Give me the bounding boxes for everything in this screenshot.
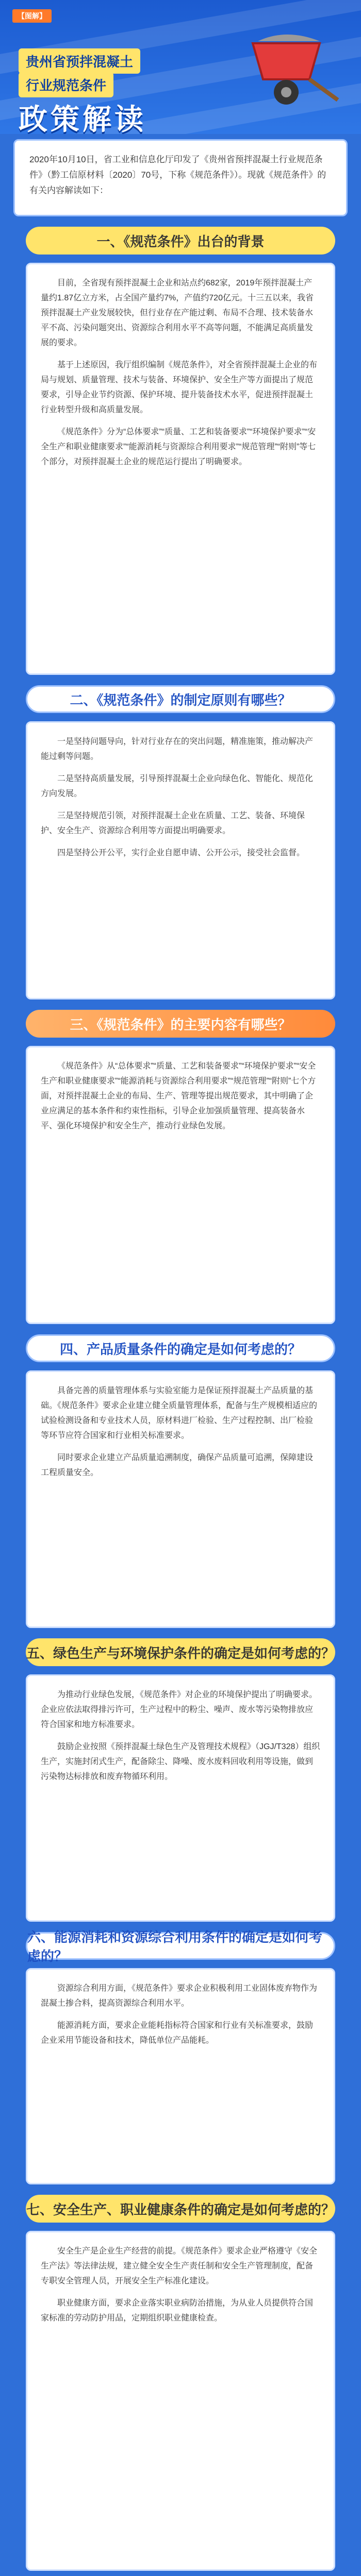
section-2-paragraph: 一是坚持问题导向，针对行业存在的突出问题，精准施策，推动解决产能过剩等问题。 <box>41 737 314 761</box>
section-1-paragraph: 基于上述原因，我厅组织编制《规范条件》，对全省预拌混凝土企业的布局与规划、质量管理、技术与装备、环境保护、安全生产等方面提出了规范要求，引导企业节约资源、保护环境、提升装备技术水平，促进预拌混凝土行业转型升级和高质量发展。 <box>41 361 318 414</box>
section-5-body <box>26 1674 335 1922</box>
section-1-body <box>26 263 335 675</box>
section-6-body <box>26 1968 335 2184</box>
section-4-paragraph: 同时要求企业建立产品质量追溯制度，确保产品质量可追溯，保障建设工程质量安全。 <box>41 1453 314 1477</box>
section-7-paragraph: 职业健康方面，要求企业落实职业病防治措施，为从业人员提供符合国家标准的劳动防护用品，定期组织职业健康检查。 <box>41 2299 314 2323</box>
section-6-paragraph: 资源综合利用方面，《规范条件》要求企业积极利用工业固体废弃物作为混凝土掺合料，提高资源综合利用水平。 <box>41 1984 318 2008</box>
section-4-paragraph: 具备完善的质量管理体系与实验室能力是保证预拌混凝土产品质量的基础。《规范条件》要求企业建立健全质量管理体系，配备与生产规模相适应的试验检测设备和专业技术人员，原材料进厂检验、生产过程控制、出厂检验等环节应符合国家和行业相关标准要求。 <box>41 1386 318 1440</box>
section-7-body <box>26 2231 335 2571</box>
section-2-body <box>26 721 335 999</box>
section-5-title: 五、绿色生产与环境保护条件的确定是如何考虑的？ <box>26 1638 335 1666</box>
section-3-paragraph: 《规范条件》从“总体要求”“质量、工艺和装备要求”“环境保护要求”“安全生产和职业健康要求”“能源消耗与资源综合利用要求”“规范管理”“附则”七个方面，对预拌混凝土企业的布局、生产、管理等提出规范要求，其中明确了企业应满足的基本条件和约束性指标，引导企业加强质量管理、提高装备水平、强化环境保护和安全生产，推动行业绿色发展。 <box>41 1062 316 1130</box>
section-7-paragraph: 安全生产是企业生产经营的前提。《规范条件》要求企业严格遵守《安全生产法》等法律法规，建立健全安全生产责任制和安全生产管理制度，配备专职安全管理人员，开展安全生产标准化建设。 <box>41 2247 318 2285</box>
hero-tag: 【图解】 <box>12 9 52 23</box>
section-2-title: 二、《规范条件》的制定原则有哪些？ <box>26 685 335 713</box>
section-5-paragraph: 为推动行业绿色发展，《规范条件》对企业的环境保护提出了明确要求。企业应依法取得排污许可，生产过程中的粉尘、噪声、废水等污染物排放应符合国家和地方标准要求。 <box>41 1690 318 1729</box>
section-2-paragraph: 三是坚持规范引领，对预拌混凝土企业在质量、工艺、装备、环境保护、安全生产、资源综合利用等方面提出明确要求。 <box>41 811 305 835</box>
section-3-body <box>26 1046 335 1324</box>
section-1-paragraph: 《规范条件》分为“总体要求”“质量、工艺和装备要求”“环境保护要求”“安全生产和职业健康要求”“能源消耗与资源综合利用要求”“规范管理”“附则”等七个部分，对预拌混凝土企业的规范运行提出了明确要求。 <box>41 428 316 466</box>
section-4-body <box>26 1370 335 1628</box>
section-7-title: 七、安全生产、职业健康条件的确定是如何考虑的？ <box>26 2195 335 2223</box>
section-1-paragraph: 目前，全省现有预拌混凝土企业和站点约682家，2019年预拌混凝土产量约1.87亿立方米，占全国产量约7%，产值约720亿元。十三五以来，我省预拌混凝土产业发展较快，但行业存在产能过剩、布局不合理、技术装备水平不高、污染问题突出、资源综合利用水平不高等问题，不能满足高质量发展的要求。 <box>41 279 314 347</box>
section-2-paragraph: 四是坚持公开公平，实行企业自愿申请、公开公示，接受社会监督。 <box>57 849 305 857</box>
section-6-paragraph: 能源消耗方面，要求企业能耗指标符合国家和行业有关标准要求，鼓励企业采用节能设备和技术，降低单位产品能耗。 <box>41 2021 314 2045</box>
section-5-paragraph: 鼓励企业按照《预拌混凝土绿色生产及管理技术规程》（JGJ/T328）组织生产，实施封闭式生产，配备除尘、降噪、废水废料回收利用等设施，做到污染物达标排放和废弃物循环利用。 <box>41 1742 320 1781</box>
section-3-title: 三、《规范条件》的主要内容有哪些？ <box>26 1010 335 1038</box>
hero-title-line3: 政策解读 <box>19 103 146 134</box>
section-2-paragraph: 二是坚持高质量发展，引导预拌混凝土企业向绿色化、智能化、规范化方向发展。 <box>41 774 314 798</box>
hero-banner <box>0 0 361 134</box>
intro-card <box>13 139 348 216</box>
section-1-title: 一、《规范条件》出台的背景 <box>26 227 335 255</box>
hero-title-line2: 行业规范条件 <box>19 72 113 97</box>
intro-text: 2020年10月10日，省工业和信息化厅印发了《贵州省预拌混凝土行业规范条件》（黔工信原材料〔2020〕70号，下称《规范条件》）。现就《规范条件》的有关内容解读如下： <box>29 155 326 195</box>
wheelbarrow-icon <box>242 23 340 110</box>
hero-title-line1: 贵州省预拌混凝土 <box>19 48 140 74</box>
section-6-title: 六、能源消耗和资源综合利用条件的确定是如何考虑的？ <box>26 1932 335 1960</box>
section-4-title: 四、产品质量条件的确定是如何考虑的？ <box>26 1334 335 1362</box>
